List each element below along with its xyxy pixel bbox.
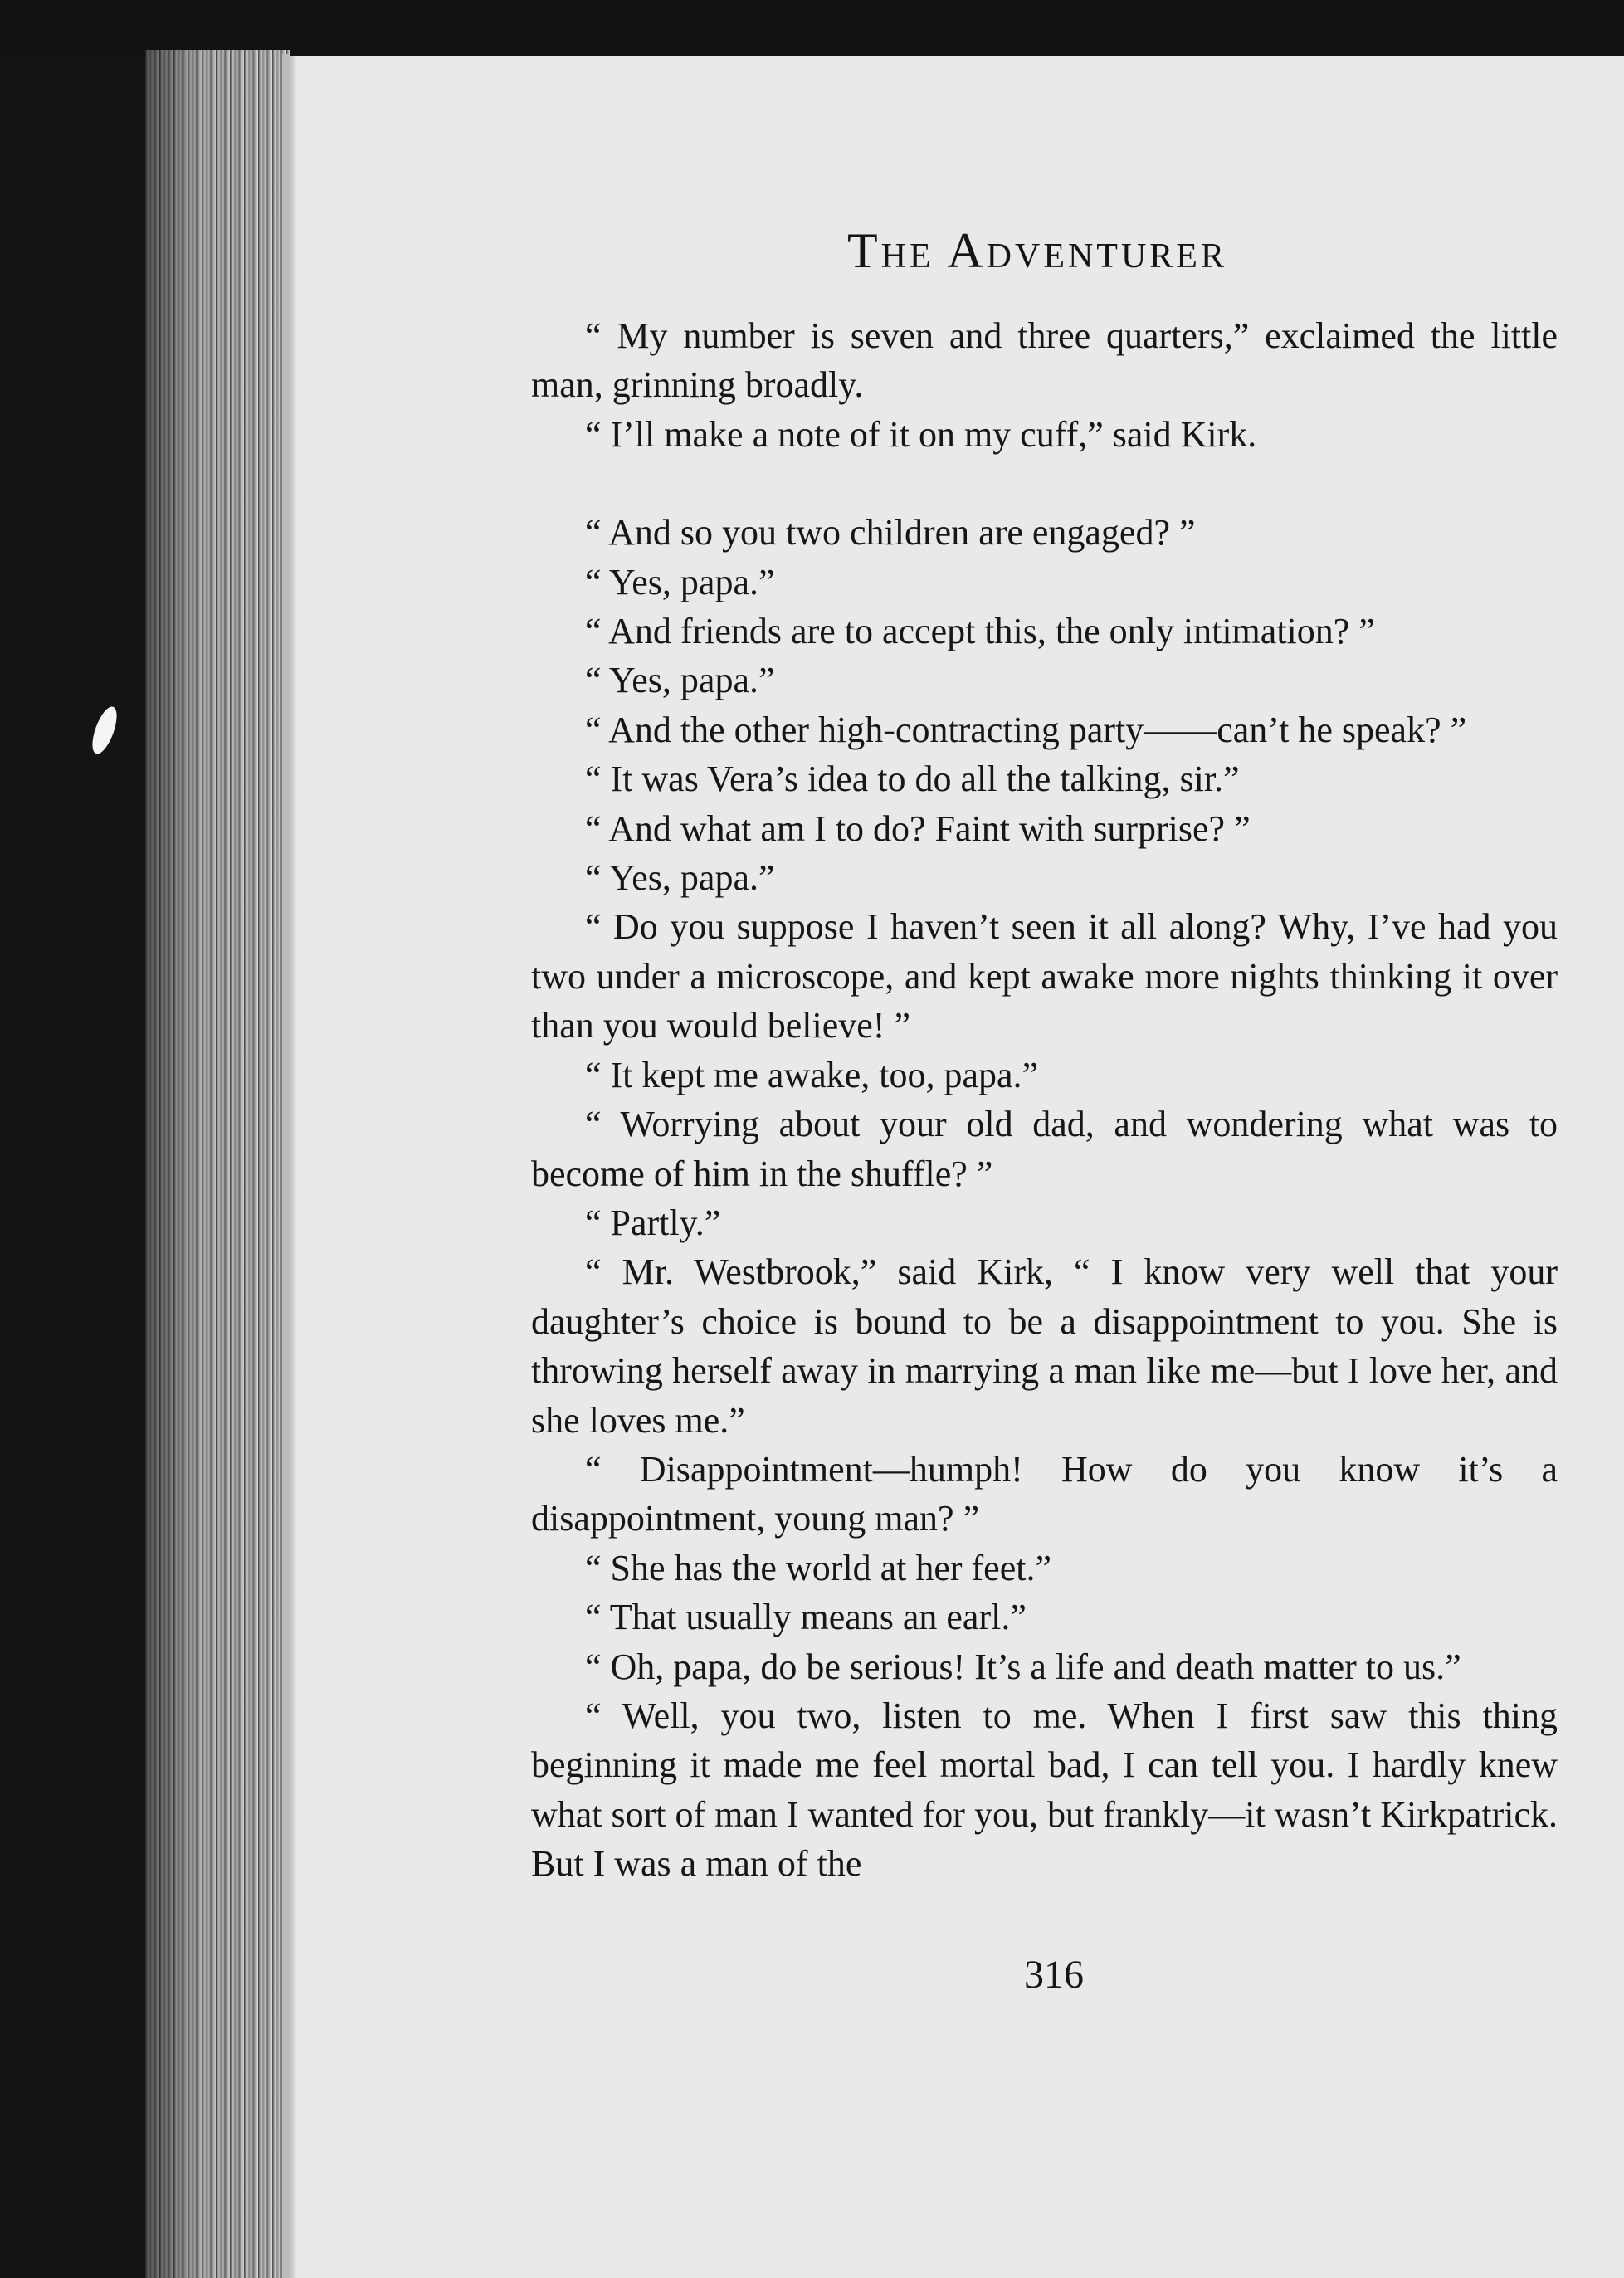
- section-break: [531, 459, 1558, 508]
- paragraph: “ That usually means an earl.”: [585, 1597, 1027, 1638]
- paragraph: “ She has the world at her feet.”: [585, 1547, 1051, 1588]
- paragraph: “ And friends are to accept this, the only intimation? ”: [585, 611, 1375, 652]
- page-gutter: [282, 54, 289, 2278]
- paragraph: “ Partly.”: [585, 1202, 721, 1243]
- paragraph: “ It kept me awake, too, papa.”: [585, 1054, 1039, 1095]
- paragraph: “ Do you suppose I haven’t seen it all along? Why, I’ve had you two under a microscope, and kept awake more nights thinking it over than you would believe! ”: [531, 906, 1558, 1046]
- book-edge-shadow: [145, 50, 290, 2278]
- running-head: The Adventurer: [847, 223, 1227, 278]
- paragraph: “ Oh, papa, do be serious! It’s a life and death matter to us.”: [585, 1646, 1461, 1687]
- paragraph: “ It was Vera’s idea to do all the talking, sir.”: [585, 759, 1240, 800]
- paragraph: “ Disappointment—humph! How do you know it’s a disappointment, young man? ”: [531, 1448, 1558, 1539]
- paragraph: “ I’ll make a note of it on my cuff,” said Kirk.: [585, 413, 1257, 455]
- page-number: 316: [1024, 1953, 1084, 1997]
- paragraph: “ Yes, papa.”: [585, 660, 775, 701]
- page-inner-edge: [289, 56, 297, 2278]
- paragraph: “ Yes, papa.”: [585, 857, 775, 899]
- paragraph: “ And the other high-contracting party——can’t he speak? ”: [585, 709, 1467, 750]
- paragraph: “ Yes, papa.”: [585, 561, 775, 602]
- paragraph: “ Worrying about your old dad, and wondering what was to become of him in the shuffle? ”: [531, 1104, 1558, 1194]
- scan-speck: [87, 704, 121, 757]
- paragraph: “ And what am I to do? Faint with surprise? ”: [585, 807, 1251, 849]
- paragraph: “ And so you two children are engaged? ”: [585, 512, 1196, 554]
- paragraph: “ Mr. Westbrook,” said Kirk, “ I know very well that your daughter’s choice is bound to be a disappointment to you. She is throwing herself away in marrying a man like me—but I love her, and she loves me.”: [531, 1251, 1558, 1441]
- paragraph: “ Well, you two, listen to me. When I first saw this thing beginning it made me feel mortal bad, I can tell you. I hardly knew what sort of man I wanted for you, but frankly—it wasn’t Kirkpatrick. But I was a man of the: [531, 1695, 1558, 1885]
- body-text: [531, 311, 1558, 1889]
- paragraph: “ My number is seven and three quarters,” exclaimed the little man, grinning broadly.: [531, 315, 1558, 406]
